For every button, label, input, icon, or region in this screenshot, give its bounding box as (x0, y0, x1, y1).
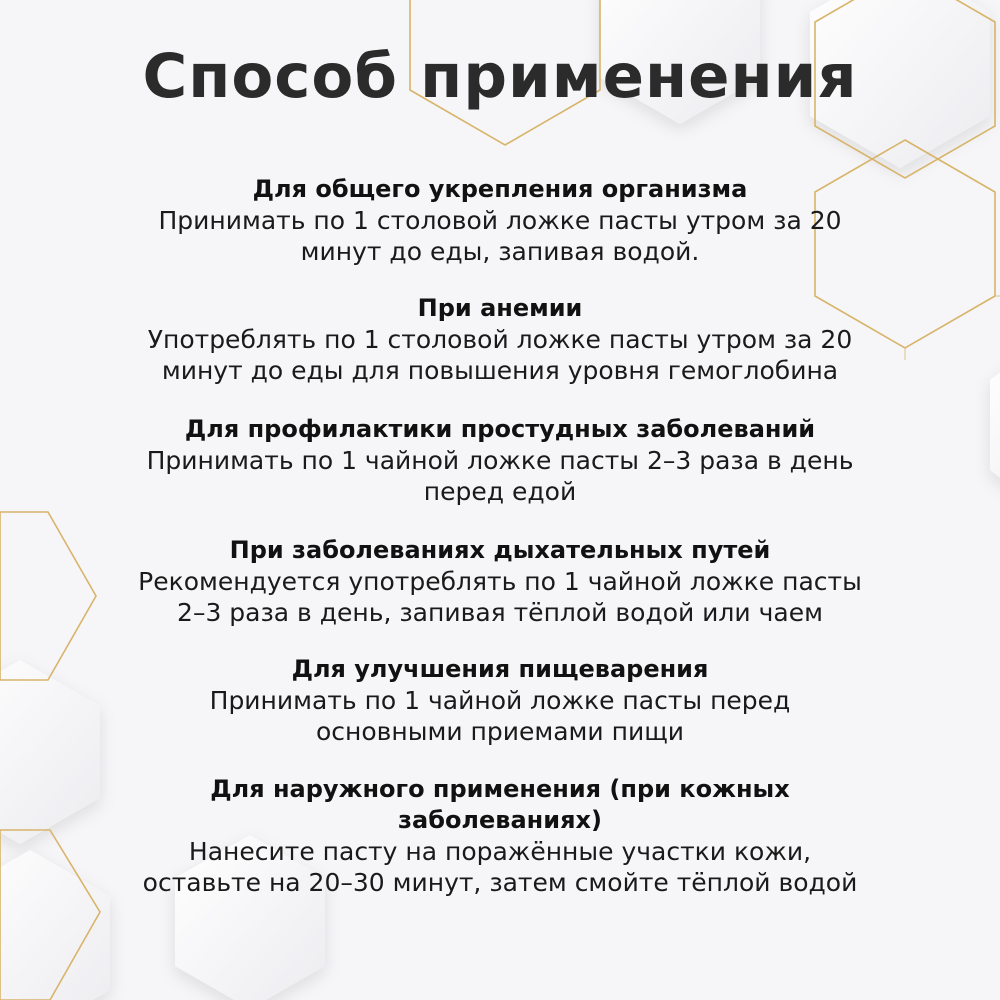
section-heading (60, 414, 940, 445)
heading-line: Для общего укрепления организма (252, 175, 748, 203)
text-line: Принимать по 1 чайной ложке пасты перед (209, 686, 791, 715)
section-heading (60, 654, 940, 685)
heading-line: Для улучшения пищеварения (291, 655, 709, 683)
heading-line: заболеваниях) (398, 806, 602, 834)
section-text (60, 685, 940, 747)
heading-line: Для профилактики простудных заболеваний (184, 415, 816, 443)
section-text (60, 566, 940, 628)
text-line: Принимать по 1 чайной ложке пасты 2–3 раза в день (146, 446, 854, 475)
section-heading (60, 774, 940, 836)
section-general-strengthening (60, 174, 940, 267)
section-respiratory (60, 535, 940, 628)
section-text (60, 445, 940, 507)
section-digestion (60, 654, 940, 747)
heading-line: При заболеваниях дыхательных путей (229, 536, 771, 564)
section-text (60, 836, 940, 898)
section-heading (60, 293, 940, 324)
text-line: оставьте на 20–30 минут, затем смойте тёплой водой (142, 868, 858, 897)
text-line: минут до еды для повышения уровня гемоглобина (161, 356, 839, 385)
section-cold-prevention (60, 414, 940, 507)
text-line: Употреблять по 1 столовой ложке пасты утром за 20 (147, 325, 853, 354)
text-line: перед едой (423, 477, 577, 506)
text-line: Принимать по 1 столовой ложке пасты утром за 20 (158, 206, 842, 235)
text-line: основными приемами пищи (315, 717, 685, 746)
text-line: 2–3 раза в день, запивая тёплой водой или чаем (177, 598, 823, 627)
section-heading (60, 174, 940, 205)
page-title: Способ применения (142, 41, 858, 112)
text-line: Рекомендуется употреблять по 1 чайной ложке пасты (138, 567, 862, 596)
section-anemia (60, 293, 940, 386)
heading-line: При анемии (417, 294, 583, 322)
section-text (60, 205, 940, 267)
section-text (60, 324, 940, 386)
section-external-use (60, 774, 940, 898)
section-heading (60, 535, 940, 566)
heading-line: Для наружного применения (при кожных (210, 775, 790, 803)
text-line: минут до еды, запивая водой. (300, 237, 700, 266)
text-line: Нанесите пасту на поражённые участки кожи, (188, 837, 812, 866)
